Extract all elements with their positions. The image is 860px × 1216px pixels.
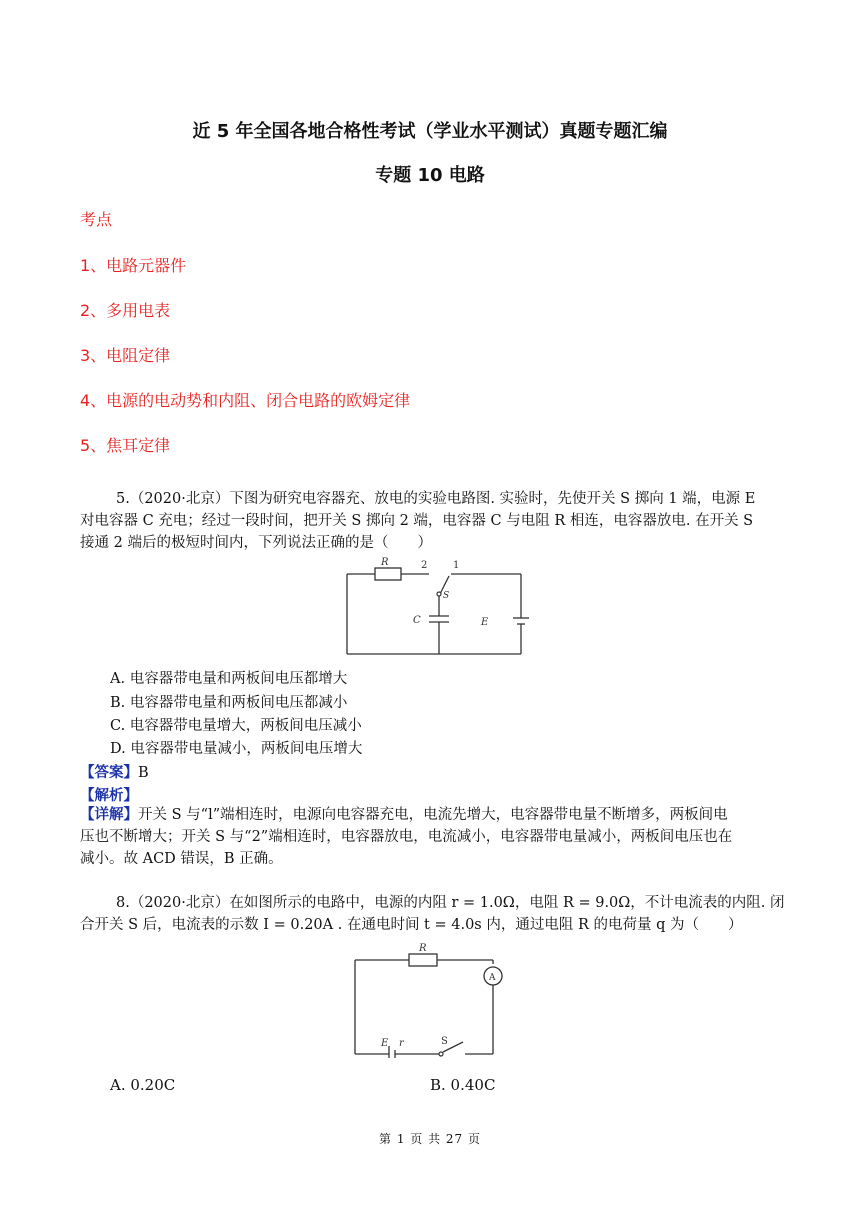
q5-stem-line: 对电容器 C 充电；经过一段时间，把开关 S 掷向 2 端，电容器 C 与电阻 R 相连，电容器放电. 在开关 S [80, 513, 754, 529]
q5-stem-line: 接通 2 端后的极短时间内，下列说法正确的是（ ） [80, 535, 432, 551]
q5-option-c: C. 电容器带电量增大，两板间电压减小 [110, 718, 362, 734]
q8-label-e: E [381, 1038, 389, 1049]
kaodian-item: 3、电阻定律 [80, 346, 171, 365]
q8-option-b: B. 0.40C [430, 1076, 496, 1094]
q8-stem-line: 合开关 S 后，电流表的示数 I = 0.20A . 在通电时间 t = 4.0s 内，通过电阻 R 的电荷量 q 为（ ） [80, 917, 743, 933]
kaodian-item: 1、电路元器件 [80, 256, 187, 275]
q8-label-r-small: r [399, 1038, 404, 1049]
q5-detail-line: 压也不断增大；开关 S 与“2”端相连时，电容器放电，电流减小，电容器带电量减小，两板间电压也在 [80, 829, 733, 845]
detail-tag: 【详解】 [80, 806, 138, 823]
kaodian-item: 5、焦耳定律 [80, 436, 171, 455]
page-subtitle: 专题 10 电路 [375, 165, 485, 186]
q5-stem-line: 5.（2020·北京）下图为研究电容器充、放电的实验电路图. 实验时，先使开关 S 掷向 1 端，电源 E [116, 491, 756, 507]
q5-option-b: B. 电容器带电量和两板间电压都减小 [110, 695, 348, 711]
q5-label-c: C [413, 615, 421, 626]
kaodian-item: 4、电源的电动势和内阻、闭合电路的欧姆定律 [80, 391, 411, 410]
answer-value: B [138, 765, 149, 781]
q5-label-r: R [381, 557, 389, 568]
q5-label-1: 1 [453, 560, 460, 571]
page-footer: 第 1 页 共 27 页 [379, 1132, 481, 1146]
kaodian-heading: 考点 [80, 210, 113, 229]
kaodian-item: 2、多用电表 [80, 301, 171, 320]
q5-label-e: E [481, 617, 489, 628]
q8-circuit-diagram [345, 940, 515, 1058]
q8-option-a: A. 0.20C [110, 1076, 176, 1094]
q5-label-2: 2 [421, 560, 428, 571]
q5-answer [80, 761, 149, 782]
q5-circuit-diagram [335, 556, 535, 662]
q5-stem [80, 488, 785, 554]
q8-stem [80, 892, 785, 936]
q5-option-a: A. 电容器带电量和两板间电压都增大 [110, 671, 348, 687]
analysis-tag: 【解析】 [80, 787, 138, 804]
q5-option-d: D. 电容器带电量减小，两板间电压增大 [110, 741, 363, 757]
q8-label-ammeter: A [489, 973, 496, 983]
q5-analysis [80, 784, 138, 805]
q5-detail-line: 减小。故 ACD 错误，B 正确。 [80, 851, 283, 867]
answer-tag: 【答案】 [80, 764, 138, 781]
q5-detail-line [80, 804, 785, 826]
q5-detail [80, 804, 785, 870]
q5-label-s: S [443, 591, 450, 601]
q8-stem-line: 8.（2020·北京）在如图所示的电路中，电源的内阻 r = 1.0Ω，电阻 R = 9.0Ω，不计电流表的内阻. 闭 [116, 895, 785, 911]
q8-label-s: S [441, 1036, 448, 1047]
q8-label-r: R [419, 943, 427, 954]
page-title: 近 5 年全国各地合格性考试（学业水平测试）真题专题汇编 [192, 121, 668, 142]
q5-detail-text: 开关 S 与“l”端相连时，电源向电容器充电，电流先增大，电容器带电量不断增多，两板间电 [138, 807, 728, 823]
